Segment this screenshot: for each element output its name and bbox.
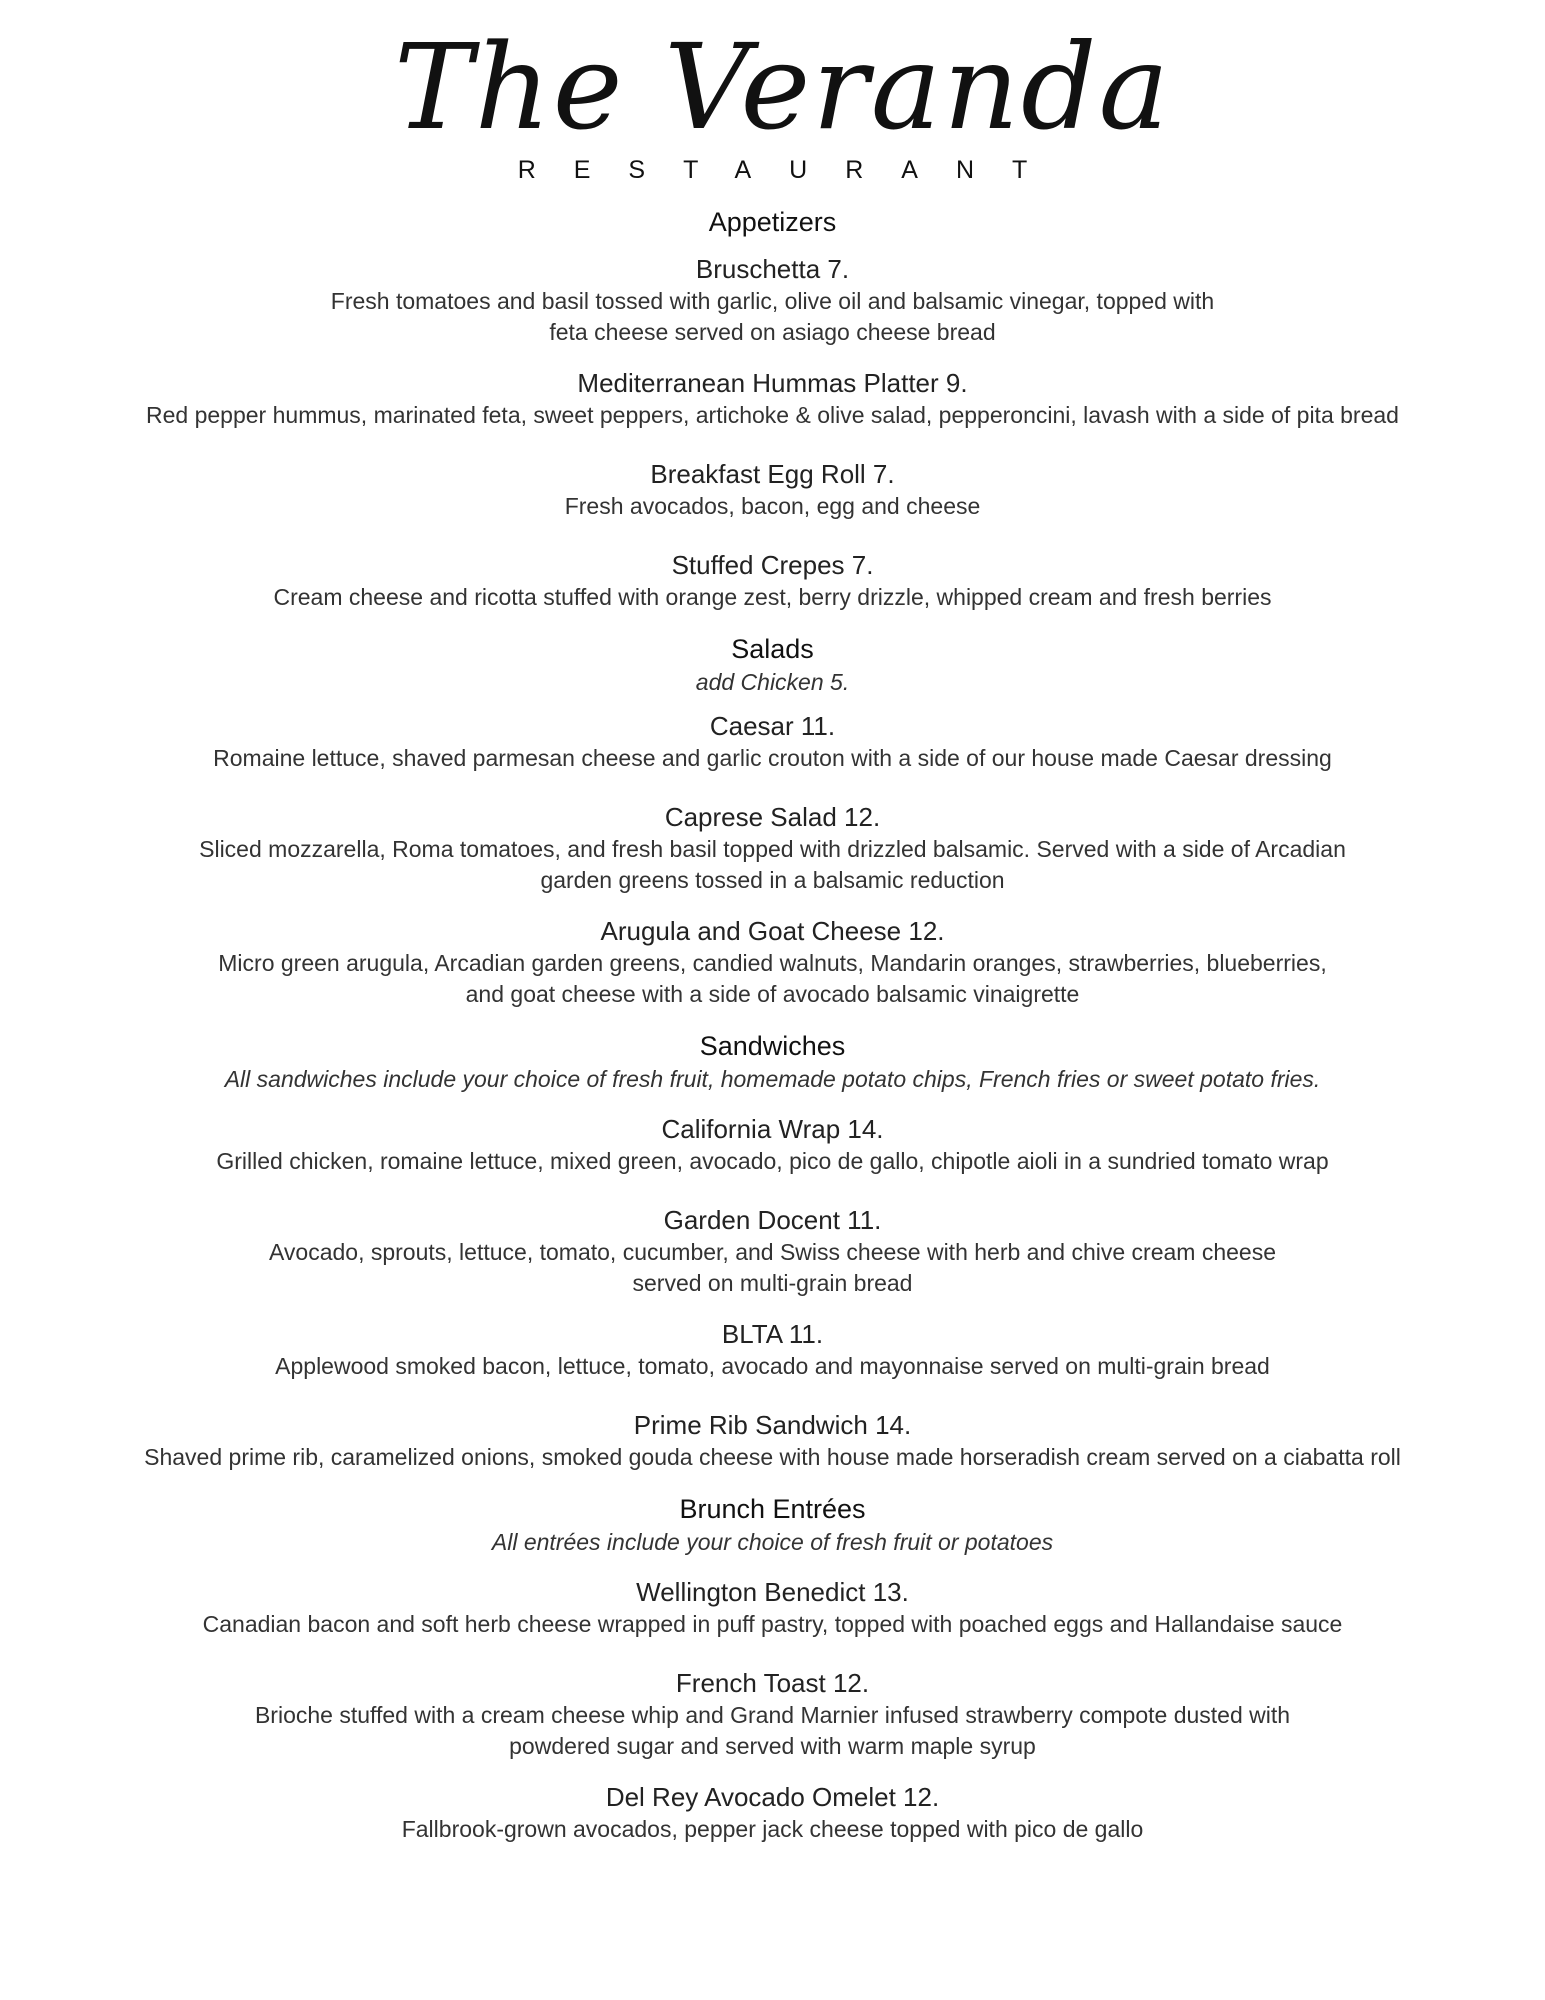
- section-appetizers: [60, 204, 1485, 613]
- item-description: and goat cheese with a side of avocado balsamic vinaigrette: [465, 981, 1080, 1007]
- menu-item: [60, 1112, 1485, 1177]
- menu-item: [60, 1666, 1485, 1762]
- item-name: Caesar 11.: [709, 711, 836, 741]
- item-description: Shaved prime rib, caramelized onions, smoked gouda cheese with house made horseradish cream served on a ciabatta roll: [144, 1444, 1401, 1470]
- item-name: French Toast 12.: [675, 1668, 870, 1698]
- section-salads: [60, 631, 1485, 1010]
- item-description: Sliced mozzarella, Roma tomatoes, and fresh basil topped with drizzled balsamic. Served with a side of Arcadian: [199, 836, 1346, 862]
- item-description: Avocado, sprouts, lettuce, tomato, cucumber, and Swiss cheese with herb and chive cream cheese: [268, 1239, 1276, 1265]
- item-description: Micro green arugula, Arcadian garden greens, candied walnuts, Mandarin oranges, strawberries, blueberries,: [218, 950, 1327, 976]
- item-description: Fresh tomatoes and basil tossed with garlic, olive oil and balsamic vinegar, topped with: [330, 288, 1215, 314]
- menu-item: [60, 914, 1485, 1010]
- item-description: served on multi-grain bread: [632, 1270, 913, 1296]
- menu-item: [60, 252, 1485, 348]
- section-note: All sandwiches include your choice of fresh fruit, homemade potato chips, French fries or sweet potato fries.: [224, 1066, 1321, 1092]
- menu-item: [60, 800, 1485, 896]
- item-description: Canadian bacon and soft herb cheese wrapped in puff pastry, topped with poached eggs and Hallandaise sauce: [202, 1611, 1343, 1637]
- item-description: feta cheese served on asiago cheese bread: [549, 319, 996, 345]
- logo-script-name: The Veranda: [394, 18, 1171, 156]
- item-description: powdered sugar and served with warm maple syrup: [509, 1733, 1036, 1759]
- item-name: Arugula and Goat Cheese 12.: [600, 916, 945, 946]
- menu-item: [60, 1780, 1485, 1845]
- menu-content: [60, 204, 1485, 1845]
- item-name: California Wrap 14.: [661, 1114, 884, 1144]
- section-note: All entrées include your choice of fresh fruit or potatoes: [491, 1529, 1054, 1555]
- menu-item: [60, 1317, 1485, 1382]
- item-description: Red pepper hummus, marinated feta, sweet peppers, artichoke & olive salad, pepperoncini, lavash with a side of pita bread: [146, 402, 1399, 428]
- item-description: Fallbrook-grown avocados, pepper jack cheese topped with pico de gallo: [401, 1816, 1144, 1842]
- item-name: Del Rey Avocado Omelet 12.: [605, 1782, 940, 1812]
- item-name: Mediterranean Hummas Platter 9.: [577, 368, 968, 398]
- item-name: Stuffed Crepes 7.: [671, 550, 874, 580]
- item-description: Brioche stuffed with a cream cheese whip and Grand Marnier infused strawberry compote dusted with: [254, 1702, 1291, 1728]
- menu-item: [60, 709, 1485, 774]
- item-description: Grilled chicken, romaine lettuce, mixed green, avocado, pico de gallo, chipotle aioli in a sundried tomato wrap: [216, 1148, 1329, 1174]
- item-name: Garden Docent 11.: [663, 1205, 882, 1235]
- section-title: Appetizers: [708, 207, 837, 237]
- menu-item: [60, 1575, 1485, 1640]
- menu-item: [60, 548, 1485, 613]
- item-name: BLTA 11.: [721, 1319, 824, 1349]
- menu-item: [60, 366, 1485, 431]
- item-name: Caprese Salad 12.: [664, 802, 881, 832]
- item-description: Cream cheese and ricotta stuffed with orange zest, berry drizzle, whipped cream and fresh berries: [273, 584, 1272, 610]
- section-title: Salads: [731, 634, 814, 664]
- menu-item: [60, 1203, 1485, 1299]
- section-brunch-entrees: [60, 1491, 1485, 1845]
- section-note: add Chicken 5.: [695, 669, 850, 695]
- item-description: Fresh avocados, bacon, egg and cheese: [564, 493, 981, 519]
- section-title: Brunch Entrées: [679, 1494, 866, 1524]
- restaurant-logo: [0, 18, 1545, 186]
- section-title: Sandwiches: [699, 1031, 846, 1061]
- menu-item: [60, 457, 1485, 522]
- item-description: garden greens tossed in a balsamic reduction: [540, 867, 1005, 893]
- logo-subtitle: RESTAURANT: [517, 156, 1066, 184]
- section-sandwiches: [60, 1028, 1485, 1473]
- item-name: Breakfast Egg Roll 7.: [650, 459, 895, 489]
- menu-item: [60, 1408, 1485, 1473]
- item-name: Bruschetta 7.: [695, 254, 850, 284]
- item-name: Wellington Benedict 13.: [636, 1577, 909, 1607]
- item-description: Romaine lettuce, shaved parmesan cheese and garlic crouton with a side of our house made Caesar dressing: [213, 745, 1332, 771]
- item-name: Prime Rib Sandwich 14.: [633, 1410, 912, 1440]
- item-description: Applewood smoked bacon, lettuce, tomato, avocado and mayonnaise served on multi-grain bread: [275, 1353, 1270, 1379]
